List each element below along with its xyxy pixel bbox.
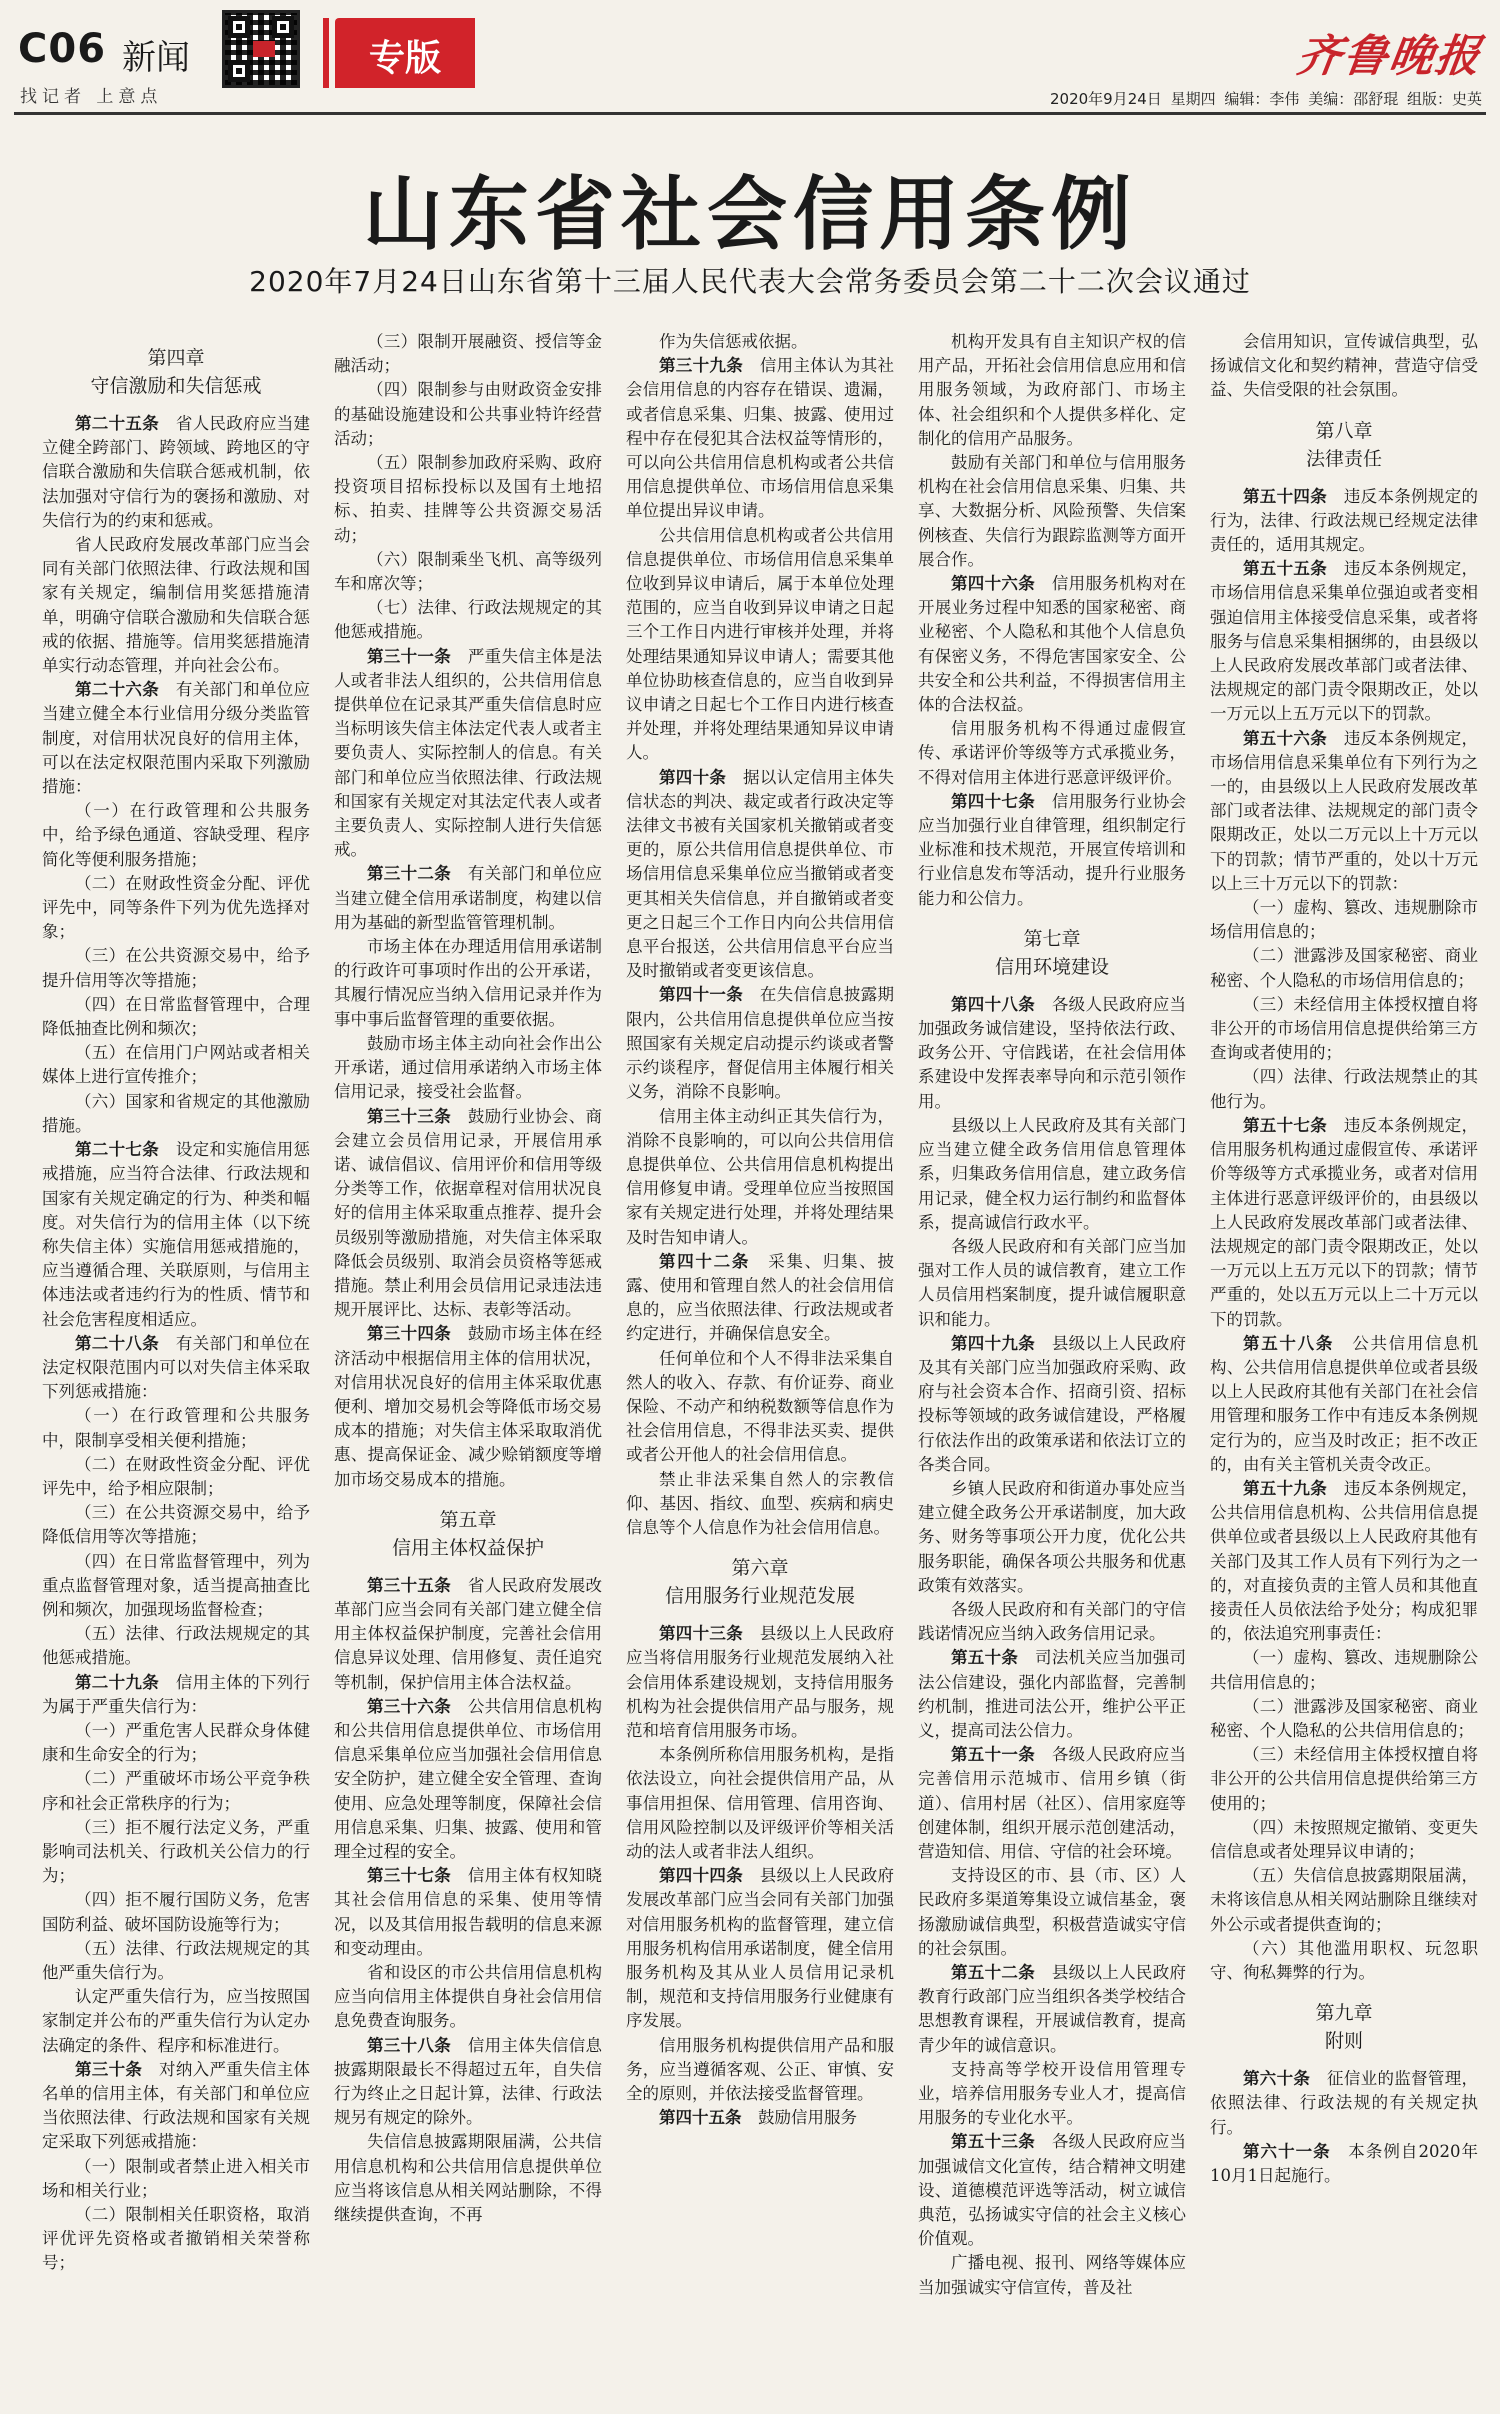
article-number: 第四十二条 bbox=[659, 1251, 751, 1271]
article-paragraph bbox=[626, 1250, 894, 1347]
list-item bbox=[42, 1090, 310, 1138]
article-paragraph bbox=[1210, 727, 1478, 896]
paragraph-text: 据以认定信用主体失信状态的判决、裁定或者行政决定等法律文书被有关国家机关撤销或者变更的，原公共信用信息提供单位、市场信用信息采集单位应当撤销或者变更其相关失信信息，并自撤销或者变更之日起三个工作日内向公共信用信息平台报送，公共信用信息平台应当及时撤销或者变更该信息。 bbox=[626, 767, 894, 981]
article-paragraph bbox=[334, 1574, 602, 1695]
paragraph-text: 信用主体的下列行为属于严重失信行为： bbox=[42, 1672, 310, 1716]
article-paragraph bbox=[334, 862, 602, 935]
paragraph-text: （三）拒不履行法定义务，严重影响司法机关、行政机关公信力的行为； bbox=[42, 1817, 310, 1886]
paragraph-text: （四）法律、行政法规禁止的其他行为。 bbox=[1210, 1067, 1478, 1111]
article-paragraph bbox=[626, 766, 894, 984]
article-paragraph bbox=[918, 1114, 1186, 1235]
paragraph-text: 禁止非法采集自然人的宗教信仰、基因、指纹、血型、疾病和病史信息等个人信息作为社会信用信息。 bbox=[626, 1469, 894, 1537]
paragraph-text: 在失信信息披露期限内，公共信用信息提供单位应当按照国家有关规定启动提示约谈或者警示约谈程序，督促信用主体履行相关义务，消除不良影响。 bbox=[626, 985, 894, 1102]
article-number: 第三十六条 bbox=[367, 1696, 452, 1716]
paragraph-text: 公共信用信息机构、公共信用信息提供单位或者县级以上人民政府其他有关部门在社会信用管理和服务工作中有违反本条例规定行为的，应当及时改正；拒不改正的，由有关主管机关责令改正。 bbox=[1210, 1333, 1478, 1474]
paragraph-text: （一）虚构、篡改、违规删除公共信用信息的； bbox=[1210, 1648, 1478, 1692]
article-number: 第三十二条 bbox=[367, 864, 452, 884]
paragraph-text: 失信信息披露期限届满，公共信用信息机构和公共信用信息提供单位应当将该信息从相关网站删除，不得继续提供查询，不再 bbox=[334, 2132, 602, 2225]
paragraph-text: 各级人民政府和有关部门应当加强对工作人员的诚信教育，建立工作人员信用档案制度，提升诚信履职意识和能力。 bbox=[918, 1236, 1186, 1329]
article-paragraph bbox=[1210, 557, 1478, 726]
paragraph-text: 县级以上人民政府教育行政部门应当组织各类学校结合思想教育课程，开展诚信教育，提高青少年的诚信意识。 bbox=[918, 1963, 1186, 2055]
article-number: 第三十四条 bbox=[367, 1324, 452, 1344]
paragraph-text: 省人民政府发展改革部门应当会同有关部门依照法律、行政法规和国家有关规定，编制信用奖惩措施清单，明确守信联合激励和失信联合惩戒的依据、措施等。信用奖惩措施清单实行动态管理，并向社会公布。 bbox=[42, 535, 310, 676]
article-number: 第六十一条 bbox=[1243, 2141, 1331, 2161]
paragraph-text: （四）在日常监督管理中，列为重点监督管理对象，适当提高抽查比例和频次，加强现场监督检查； bbox=[42, 1551, 310, 1619]
chapter-number: 第八章 bbox=[1315, 419, 1373, 442]
paragraph-text: 司法机关应当加强司法公信建设，强化内部监督，完善制约机制，推进司法公开，维护公平正义，提高司法公信力。 bbox=[918, 1648, 1186, 1740]
paragraph-text: （三）在公共资源交易中，给予降低信用等次等措施； bbox=[42, 1503, 310, 1547]
paragraph-text: （四）未按照规定撤销、变更失信信息或者处理异议申请的； bbox=[1210, 1817, 1478, 1861]
editor-credit: 编辑：李伟 bbox=[1224, 90, 1300, 108]
list-item bbox=[42, 1550, 310, 1623]
paragraph-text: 有关部门和单位在法定权限范围内可以对失信主体采取下列惩戒措施： bbox=[42, 1333, 310, 1402]
text-column-1 bbox=[42, 330, 310, 2400]
article-paragraph bbox=[626, 1864, 894, 2033]
page-number: C06 bbox=[18, 26, 107, 72]
article-paragraph bbox=[42, 2058, 310, 2155]
paragraph-text: （四）拒不履行国防义务，危害国防利益、破坏国防设施等行为； bbox=[42, 1890, 310, 1934]
article-paragraph bbox=[918, 1332, 1186, 1477]
paragraph-text: （五）法律、行政法规规定的其他惩戒措施。 bbox=[42, 1624, 310, 1668]
paragraph-text: 信用服务机构对在开展业务过程中知悉的国家秘密、商业秘密、个人隐私和其他个人信息负有保密义务，不得危害国家安全、公共安全和公共利益，不得损害信用主体的合法权益。 bbox=[918, 574, 1186, 715]
chapter-number: 第四章 bbox=[147, 347, 205, 369]
paragraph-text: 各级人民政府应当加强政务诚信建设，坚持依法行政、政务公开、守信践诺，在社会信用体系建设中发挥表率导向和示范引领作用。 bbox=[918, 994, 1186, 1111]
paragraph-text: 有关部门和单位应当建立健全本行业信用分级分类监管制度，对信用状况良好的信用主体，可以在法定权限范围内采取下列激励措施： bbox=[42, 680, 310, 797]
header-divider bbox=[14, 112, 1486, 115]
column-tag-label: 专版 bbox=[368, 38, 441, 79]
article-paragraph bbox=[918, 2130, 1186, 2251]
paragraph-text: （五）法律、行政法规规定的其他严重失信行为。 bbox=[42, 1938, 310, 1982]
article-paragraph bbox=[1210, 330, 1478, 403]
article-paragraph bbox=[626, 1105, 894, 1250]
article-paragraph bbox=[918, 330, 1186, 451]
paragraph-text: （五）失信信息披露期限届满，未将该信息从相关网站删除且继续对外公示或者提供查询的； bbox=[1210, 1866, 1478, 1934]
chapter-number: 第七章 bbox=[1023, 927, 1081, 950]
article-paragraph bbox=[626, 524, 894, 766]
paragraph-text: （三）限制开展融资、授信等金融活动； bbox=[334, 332, 602, 376]
article-paragraph bbox=[1210, 1332, 1478, 1477]
article-paragraph bbox=[918, 451, 1186, 572]
paragraph-text: 信用主体失信信息披露期限最长不得超过五年，自失信行为终止之日起计算，法律、行政法规另有规定的除外。 bbox=[334, 2035, 602, 2128]
paragraph-text: 鼓励有关部门和单位与信用服务机构在社会信用信息采集、归集、共享、大数据分析、风险预警、失信案例核查、失信行为跟踪监测等方面开展合作。 bbox=[918, 453, 1186, 569]
paragraph-text: 采集、归集、披露、使用和管理自然人的社会信用信息的，应当依照法律、行政法规或者约定进行，并确保信息安全。 bbox=[626, 1251, 894, 1344]
paragraph-text: （二）在财政性资金分配、评优评先中，给予相应限制； bbox=[42, 1454, 310, 1498]
designer-credit: 美编：邵舒琨 bbox=[1308, 90, 1399, 108]
paragraph-text: 省人民政府应当建立健全跨部门、跨领域、跨地区的守信联合激励和失信联合惩戒机制，依法加强对守信行为的褒扬和激励、对失信行为的约束和惩戒。 bbox=[42, 414, 310, 530]
text-column-2 bbox=[334, 330, 602, 2400]
article-paragraph bbox=[918, 1743, 1186, 1864]
paragraph-text: 鼓励市场主体在经济活动中根据信用主体的信用状况，对信用状况良好的信用主体采取优惠便利、增加交易机会等降低市场交易成本的措施；对失信主体采取取消优惠、提高保证金、减少赊销额度等增加市场交易成本的措施。 bbox=[334, 1324, 602, 1489]
list-item bbox=[1210, 1695, 1478, 1743]
text-column-3 bbox=[626, 330, 894, 2400]
article-number: 第五十五条 bbox=[1243, 559, 1328, 579]
list-item bbox=[1210, 1816, 1478, 1864]
paragraph-text: 本条例所称信用服务机构，是指依法设立，向社会提供信用产品，从事信用担保、信用管理、信用咨询、信用风险控制以及评级评价等相关活动的法人或者非法人组织。 bbox=[626, 1745, 894, 1861]
paragraph-text: 支持高等学校开设信用管理专业，培养信用服务专业人才，提高信用服务的专业化水平。 bbox=[918, 2059, 1186, 2128]
article-paragraph bbox=[918, 1477, 1186, 1598]
text-column-5 bbox=[1210, 330, 1478, 2400]
issue-weekday: 星期四 bbox=[1170, 90, 1216, 108]
list-item bbox=[1210, 1743, 1478, 1816]
paragraph-text: 信用主体有权知晓其社会信用信息的采集、使用等情况，以及其信用报告载明的信息来源和变动理由。 bbox=[334, 1866, 602, 1958]
article-paragraph bbox=[918, 2058, 1186, 2131]
paragraph-text: （二）在财政性资金分配、评优评先中，同等条件下列为优先选择对象； bbox=[42, 873, 310, 942]
list-item bbox=[1210, 1864, 1478, 1937]
article-number: 第四十五条 bbox=[659, 2108, 742, 2128]
paragraph-text: 省人民政府发展改革部门应当会同有关部门建立健全信用主体权益保护制度，完善社会信用信息异议处理、信用修复、责任追究等机制，保护信用主体合法权益。 bbox=[334, 1575, 602, 1692]
article-paragraph bbox=[334, 1695, 602, 1864]
list-item bbox=[334, 451, 602, 548]
paragraph-text: （一）限制或者禁止进入相关市场和相关行业； bbox=[42, 2156, 310, 2200]
article-number: 第四十八条 bbox=[951, 994, 1036, 1014]
chapter-heading bbox=[1210, 417, 1478, 473]
chapter-heading bbox=[1210, 1999, 1478, 2055]
article-body bbox=[42, 330, 1482, 2400]
paragraph-text: 对纳入严重失信主体名单的信用主体，有关部门和单位应当依照法律、行政法规和国家有关规定采取下列惩戒措施： bbox=[42, 2059, 310, 2152]
article-number: 第五十条 bbox=[951, 1648, 1019, 1668]
article-number: 第三十八条 bbox=[367, 2035, 452, 2055]
paragraph-text: 信用服务机构提供信用产品和服务，应当遵循客观、公正、审慎、安全的原则，并依法接受监督管理。 bbox=[626, 2035, 894, 2104]
paragraph-text: （六）限制乘坐飞机、高等级列车和席次等； bbox=[334, 549, 602, 594]
list-item bbox=[42, 799, 310, 872]
article-paragraph bbox=[918, 1598, 1186, 1646]
list-item bbox=[1210, 944, 1478, 992]
list-item bbox=[42, 2155, 310, 2203]
paragraph-text: 省和设区的市公共信用信息机构应当向信用主体提供自身社会信用信息免费查询服务。 bbox=[334, 1963, 602, 2031]
paragraph-text: 鼓励信用服务 bbox=[758, 2108, 857, 2128]
chapter-title: 信用主体权益保护 bbox=[391, 1536, 544, 1559]
paragraph-text: （二）泄露涉及国家秘密、商业秘密、个人隐私的公共信用信息的； bbox=[1210, 1696, 1478, 1740]
chapter-title: 信用环境建设 bbox=[994, 955, 1109, 978]
article-number: 第二十九条 bbox=[75, 1672, 160, 1692]
paragraph-text: 广播电视、报刊、网络等媒体应当加强诚实守信宣传，普及社 bbox=[918, 2253, 1186, 2297]
chapter-title: 守信激励和失信惩戒 bbox=[90, 375, 262, 397]
paragraph-text: 违反本条例规定，市场信用信息采集单位有下列行为之一的，由县级以上人民政府发展改革部门或者法律、法规规定的部门责令限期改正，处以二万元以上十万元以下的罚款；情节严重的，处以十万元以上三十万元以下的罚款： bbox=[1210, 728, 1478, 893]
list-item bbox=[1210, 1937, 1478, 1985]
article-number: 第二十八条 bbox=[75, 1333, 160, 1353]
paragraph-text: 违反本条例规定，信用服务机构通过虚假宣传、承诺评价等级等方式承揽业务，或者对信用主体进行恶意评级评价的，由县级以上人民政府发展改革部门或者法律、法规规定的部门责令限期改正，处以一万元以上五万元以下的罚款；情节严重的，处以五万元以上二十万元以下的罚款。 bbox=[1210, 1115, 1478, 1329]
list-item bbox=[42, 1404, 310, 1452]
article-paragraph bbox=[42, 533, 310, 678]
paragraph-text: （三）未经信用主体授权擅自将非公开的市场信用信息提供给第三方查询或者使用的； bbox=[1210, 994, 1478, 1063]
proofreader-credit: 组版：史英 bbox=[1406, 90, 1482, 108]
article-paragraph bbox=[626, 1468, 894, 1541]
article-number: 第四十四条 bbox=[659, 1866, 744, 1886]
article-paragraph bbox=[334, 1961, 602, 2034]
paragraph-text: （二）限制相关任职资格，取消评优评先资格或者撤销相关荣誉称号； bbox=[42, 2205, 310, 2273]
article-number: 第五十七条 bbox=[1243, 1115, 1328, 1135]
paragraph-text: （四）限制参与由财政资金安排的基础设施建设和公共事业特许经营活动； bbox=[334, 380, 602, 448]
article-number: 第四十条 bbox=[659, 767, 727, 787]
list-item bbox=[42, 993, 310, 1041]
chapter-number: 第五章 bbox=[439, 1508, 497, 1531]
paragraph-text: 违反本条例规定的行为，法律、行政法规已经规定法律责任的，适用其规定。 bbox=[1210, 486, 1478, 555]
article-number: 第五十二条 bbox=[951, 1963, 1036, 1982]
article-paragraph bbox=[1210, 485, 1478, 558]
paragraph-text: 各级人民政府和有关部门的守信践诺情况应当纳入政务信用记录。 bbox=[918, 1599, 1186, 1644]
paragraph-text: 信用服务机构不得通过虚假宣传、承诺评价等级等方式承揽业务，不得对信用主体进行恶意评级评价。 bbox=[918, 719, 1186, 787]
paragraph-text: （四）在日常监督管理中，合理降低抽查比例和频次； bbox=[42, 994, 310, 1039]
paragraph-text: 县级以上人民政府及其有关部门应当加强政府采购、政府与社会资本合作、招商引资、招标投标等领域的政务诚信建设，严格履行依法作出的政策承诺和依法订立的各类合同。 bbox=[918, 1333, 1186, 1474]
paragraph-text: 县级以上人民政府发展改革部门应当会同有关部门加强对信用服务机构的监督管理，建立信用服务机构信用承诺制度，健全信用服务机构及其从业人员信用记录机制，规范和支持信用服务行业健康有序发展。 bbox=[626, 1866, 894, 2031]
list-item bbox=[42, 1501, 310, 1549]
paragraph-text: 信用主体认为其社会信用信息的内容存在错误、遗漏，或者信息采集、归集、披露、使用过程中存在侵犯其合法权益等情形的，可以向公共信用信息机构或者公共信用信息提供单位、市场信用信息采集单位提出异议申请。 bbox=[626, 356, 894, 521]
list-item bbox=[334, 330, 602, 378]
article-number: 第三十一条 bbox=[367, 646, 452, 666]
paragraph-text: 鼓励市场主体主动向社会作出公开承诺，通过信用承诺纳入市场主体信用记录，接受社会监督。 bbox=[334, 1033, 602, 1102]
paragraph-text: 信用服务行业协会应当加强行业自律管理，组织制定行业标准和技术规范，开展宣传培训和行业信息发布等活动，提升行业服务能力和公信力。 bbox=[918, 791, 1186, 908]
article-paragraph bbox=[918, 1864, 1186, 1961]
article-number: 第五十一条 bbox=[951, 1745, 1036, 1765]
list-item bbox=[1210, 1646, 1478, 1694]
article-paragraph bbox=[626, 354, 894, 523]
article-paragraph bbox=[334, 2034, 602, 2131]
newspaper-logo: 齐鲁晚报 bbox=[1293, 31, 1485, 82]
paragraph-text: 公共信用信息机构或者公共信用信息提供单位、市场信用信息采集单位收到异议申请后，属于本单位处理范围的，应当自收到异议申请之日起三个工作日内进行审核并处理，并将处理结果通知异议申请人；需要其他单位协助核查信息的，应当自收到异议申请之日起七个工作日内进行核查并处理，并将处理结果通知异议申请人。 bbox=[626, 525, 894, 763]
paragraph-text: 县级以上人民政府及其有关部门应当建立健全政务信用信息管理体系，归集政务信用信息，建立政务信用记录，健全权力运行制约和监督体系，提高诚信行政水平。 bbox=[918, 1115, 1186, 1232]
paragraph-text: 市场主体在办理适用信用承诺制的行政许可事项时作出的公开承诺，其履行情况应当纳入信用记录并作为事中事后监督管理的重要依据。 bbox=[334, 937, 602, 1029]
article-number: 第三十九条 bbox=[659, 356, 744, 376]
list-item bbox=[42, 1937, 310, 1985]
article-paragraph bbox=[626, 1347, 894, 1468]
list-item bbox=[42, 1816, 310, 1889]
paragraph-text: （一）虚构、篡改、违规删除市场信用信息的； bbox=[1210, 898, 1478, 942]
article-paragraph bbox=[334, 645, 602, 863]
article-paragraph bbox=[1210, 2140, 1478, 2188]
paragraph-text: （一）在行政管理和公共服务中，给予绿色通道、容缺受理、程序简化等便利服务措施； bbox=[42, 801, 310, 869]
article-paragraph bbox=[918, 2251, 1186, 2299]
paragraph-text: 各级人民政府应当加强诚信文化宣传，结合精神文明建设、道德模范评选等活动，树立诚信典范，弘扬诚实守信的社会主义核心价值观。 bbox=[918, 2132, 1186, 2249]
article-paragraph bbox=[918, 1235, 1186, 1332]
list-item bbox=[42, 1719, 310, 1767]
list-item bbox=[334, 548, 602, 596]
paragraph-text: 鼓励行业协会、商会建立会员信用记录，开展信用承诺、诚信倡议、信用评价和信用等级分类等工作，依据章程对信用状况良好的信用主体采取重点推荐、提升会员级别等激励措施，对失信主体采取降低会员级别、取消会员资格等惩戒措施。禁止利用会员信用记录违法违规开展评比、达标、表彰等活动。 bbox=[334, 1106, 602, 1320]
list-item bbox=[42, 1622, 310, 1670]
list-item bbox=[334, 596, 602, 644]
paragraph-text: 违反本条例规定，市场信用信息采集单位强迫或者变相强迫信用主体接受信息采集，或者将服务与信息采集相捆绑的，由县级以上人民政府发展改革部门或者法律、法规规定的部门责令限期改正，处以一万元以上五万元以下的罚款。 bbox=[1210, 559, 1478, 724]
article-paragraph bbox=[626, 1622, 894, 1743]
paragraph-text: （七）法律、行政法规规定的其他惩戒措施。 bbox=[334, 598, 602, 642]
chapter-number: 第九章 bbox=[1315, 2002, 1373, 2025]
article-number: 第四十六条 bbox=[951, 574, 1036, 594]
article-paragraph bbox=[1210, 2067, 1478, 2140]
page-subtitle: 2020年7月24日山东省第十三届人民代表大会常务委员会第二十二次会议通过 bbox=[249, 265, 1251, 298]
paragraph-text: 征信业的监督管理，依照法律、行政法规的有关规定执行。 bbox=[1210, 2069, 1478, 2137]
article-paragraph bbox=[1210, 1114, 1478, 1332]
paragraph-text: 机构开发具有自主知识产权的信用产品，开拓社会信用信息应用和信用服务领域，为政府部门、市场主体、社会组织和个人提供多样化、定制化的信用产品服务。 bbox=[918, 332, 1186, 448]
paragraph-text: 认定严重失信行为，应当按照国家制定并公布的严重失信行为认定办法确定的条件、程序和标准进行。 bbox=[42, 1987, 310, 2055]
slogan: 找记者 上意点 bbox=[20, 87, 163, 107]
chapter-heading bbox=[42, 344, 310, 400]
paragraph-text: （三）在公共资源交易中，给予提升信用等次等措施； bbox=[42, 946, 310, 990]
masthead bbox=[0, 0, 1500, 120]
paragraph-text: 支持设区的市、县（市、区）人民政府多渠道筹集设立诚信基金，褒扬激励诚信典型，积极营造诚实守信的社会氛围。 bbox=[918, 1866, 1186, 1958]
article-paragraph bbox=[334, 1032, 602, 1105]
article-number: 第二十五条 bbox=[75, 414, 160, 433]
list-item bbox=[1210, 1065, 1478, 1113]
article-paragraph bbox=[918, 1646, 1186, 1743]
article-paragraph bbox=[334, 1105, 602, 1323]
issue-date: 2020年9月24日 bbox=[1050, 90, 1162, 108]
paragraph-text: （五）限制参加政府采购、政府投资项目招标投标以及国有土地招标、拍卖、挂牌等公共资源交易活动； bbox=[334, 453, 602, 545]
article-paragraph bbox=[334, 1864, 602, 1961]
article-paragraph bbox=[626, 2034, 894, 2107]
issue-info bbox=[1050, 88, 1482, 109]
article-paragraph bbox=[42, 1985, 310, 2058]
article-paragraph bbox=[918, 790, 1186, 911]
article-number: 第三十七条 bbox=[367, 1866, 452, 1886]
paragraph-text: （六）国家和省规定的其他激励措施。 bbox=[42, 1091, 310, 1135]
article-number: 第三十三条 bbox=[367, 1106, 452, 1126]
article-number: 第五十四条 bbox=[1243, 486, 1328, 506]
paragraph-text: （二）严重破坏市场公平竞争秩序和社会正常秩序的行为； bbox=[42, 1769, 310, 1813]
article-paragraph bbox=[918, 572, 1186, 717]
article-paragraph bbox=[626, 983, 894, 1104]
list-item bbox=[1210, 896, 1478, 944]
list-item bbox=[42, 1888, 310, 1936]
paragraph-text: （五）在信用门户网站或者相关媒体上进行宣传推介； bbox=[42, 1043, 310, 1087]
paragraph-text: 作为失信惩戒依据。 bbox=[659, 332, 808, 351]
section-name: 新闻 bbox=[122, 38, 190, 78]
paragraph-text: 信用主体主动纠正其失信行为，消除不良影响的，可以向公共信用信息提供单位、公共信用信息机构提出信用修复申请。受理单位应当按照国家有关规定进行处理，并将处理结果及时告知申请人。 bbox=[626, 1106, 894, 1247]
article-number: 第四十一条 bbox=[659, 985, 744, 1005]
paragraph-text: 任何单位和个人不得非法采集自然人的收入、存款、有价证券、商业保险、不动产和纳税数额等信息作为社会信用信息，不得非法买卖、提供或者公开他人的社会信用信息。 bbox=[626, 1348, 894, 1465]
article-number: 第四十七条 bbox=[951, 791, 1036, 811]
article-number: 第四十三条 bbox=[659, 1624, 744, 1644]
article-number: 第六十条 bbox=[1243, 2069, 1311, 2089]
paragraph-text: （三）未经信用主体授权擅自将非公开的公共信用信息提供给第三方使用的； bbox=[1210, 1745, 1478, 1813]
paragraph-text: （一）严重危害人民群众身体健康和生命安全的行为； bbox=[42, 1720, 310, 1765]
article-paragraph bbox=[334, 2130, 602, 2227]
paragraph-text: 乡镇人民政府和街道办事处应当建立健全政务公开承诺制度，加大政务、财务等事项公开力度，优化公共服务职能，确保各项公共服务和优惠政策有效落实。 bbox=[918, 1478, 1186, 1595]
article-number: 第四十九条 bbox=[951, 1333, 1036, 1353]
article-paragraph bbox=[918, 1961, 1186, 2058]
article-paragraph bbox=[626, 2106, 894, 2130]
chapter-heading bbox=[626, 1554, 894, 1610]
list-item bbox=[42, 944, 310, 992]
page-title: 山东省社会信用条例 bbox=[363, 168, 1137, 261]
qr-code-icon bbox=[222, 10, 300, 88]
article-number: 第五十九条 bbox=[1243, 1478, 1328, 1498]
list-item bbox=[42, 2203, 310, 2276]
list-item bbox=[334, 378, 602, 451]
article-paragraph bbox=[626, 1743, 894, 1864]
article-paragraph bbox=[334, 1322, 602, 1491]
paragraph-text: 公共信用信息机构和公共信用信息提供单位、市场信用信息采集单位应当加强社会信用信息安全防护，建立健全安全管理、查询使用、应急处理等制度，保障社会信用信息采集、归集、披露、使用和管理全过程的安全。 bbox=[334, 1696, 602, 1861]
paragraph-text: 违反本条例规定，公共信用信息机构、公共信用信息提供单位或者县级以上人民政府其他有关部门及其工作人员有下列行为之一的，对直接负责的主管人员和其他直接责任人员依法给予处分；构成犯罪的，依法追究刑事责任： bbox=[1210, 1478, 1478, 1644]
article-paragraph bbox=[626, 330, 894, 354]
paragraph-text: 各级人民政府应当完善信用示范城市、信用乡镇（街道）、信用村居（社区）、信用家庭等创建体制，组织开展示范创建活动，营造知信、用信、守信的社会环境。 bbox=[918, 1745, 1186, 1861]
chapter-title: 信用服务行业规范发展 bbox=[664, 1585, 855, 1608]
paragraph-text: （六）其他滥用职权、玩忽职守、徇私舞弊的行为。 bbox=[1210, 1938, 1478, 1982]
article-paragraph bbox=[42, 1332, 310, 1405]
article-paragraph bbox=[42, 412, 310, 533]
column-tag bbox=[335, 18, 475, 88]
article-number: 第二十六条 bbox=[75, 680, 160, 700]
chapter-title: 法律责任 bbox=[1305, 447, 1382, 470]
list-item bbox=[42, 872, 310, 945]
paragraph-text: 有关部门和单位应当建立健全信用承诺制度，构建以信用为基础的新型监管管理机制。 bbox=[334, 864, 602, 932]
article-paragraph bbox=[42, 678, 310, 799]
article-paragraph bbox=[334, 935, 602, 1032]
list-item bbox=[42, 1041, 310, 1089]
article-number: 第三十条 bbox=[75, 2059, 143, 2079]
text-column-4 bbox=[918, 330, 1186, 2400]
chapter-title: 附则 bbox=[1324, 2030, 1363, 2053]
paragraph-text: （二）泄露涉及国家秘密、商业秘密、个人隐私的市场信用信息的； bbox=[1210, 946, 1478, 990]
article-number: 第二十七条 bbox=[75, 1140, 160, 1160]
paragraph-text: 设定和实施信用惩戒措施，应当符合法律、行政法规和国家有关规定确定的行为、种类和幅度。对失信行为的信用主体（以下统称失信主体）实施信用惩戒措施的，应当遵循合理、关联原则，与信用主体违法或者违约行为的性质、情节和社会危害程度相适应。 bbox=[42, 1140, 310, 1329]
chapter-heading bbox=[918, 925, 1186, 981]
paragraph-text: （一）在行政管理和公共服务中，限制享受相关便利措施； bbox=[42, 1406, 310, 1450]
article-paragraph bbox=[1210, 1477, 1478, 1646]
list-item bbox=[42, 1767, 310, 1815]
paragraph-text: 本条例自2020年10月1日起施行。 bbox=[1210, 2141, 1478, 2186]
list-item bbox=[42, 1453, 310, 1501]
chapter-heading bbox=[334, 1506, 602, 1562]
list-item bbox=[1210, 993, 1478, 1066]
article-number: 第五十三条 bbox=[951, 2132, 1036, 2152]
article-paragraph bbox=[918, 993, 1186, 1114]
paragraph-text: 严重失信主体是法人或者非法人组织的，公共信用信息提供单位在记录其严重失信信息时应当标明该失信主体法定代表人或者主要负责人、实际控制人的信息。有关部门和单位应当依照法律、行政法规和国家有关规定对其法定代表人或者主要负责人、实际控制人进行失信惩戒。 bbox=[334, 646, 602, 860]
article-number: 第五十六条 bbox=[1243, 728, 1328, 748]
article-paragraph bbox=[918, 717, 1186, 790]
article-number: 第五十八条 bbox=[1243, 1333, 1335, 1353]
article-number: 第三十五条 bbox=[367, 1575, 452, 1595]
paragraph-text: 县级以上人民政府应当将信用服务行业规范发展纳入社会信用体系建设规划，支持信用服务机构为社会提供信用产品与服务，规范和培育信用服务市场。 bbox=[626, 1624, 894, 1740]
chapter-number: 第六章 bbox=[731, 1557, 789, 1580]
article-paragraph bbox=[42, 1671, 310, 1719]
article-paragraph bbox=[42, 1138, 310, 1332]
paragraph-text: 会信用知识，宣传诚信典型，弘扬诚信文化和契约精神，营造守信受益、失信受限的社会氛围。 bbox=[1210, 332, 1478, 400]
